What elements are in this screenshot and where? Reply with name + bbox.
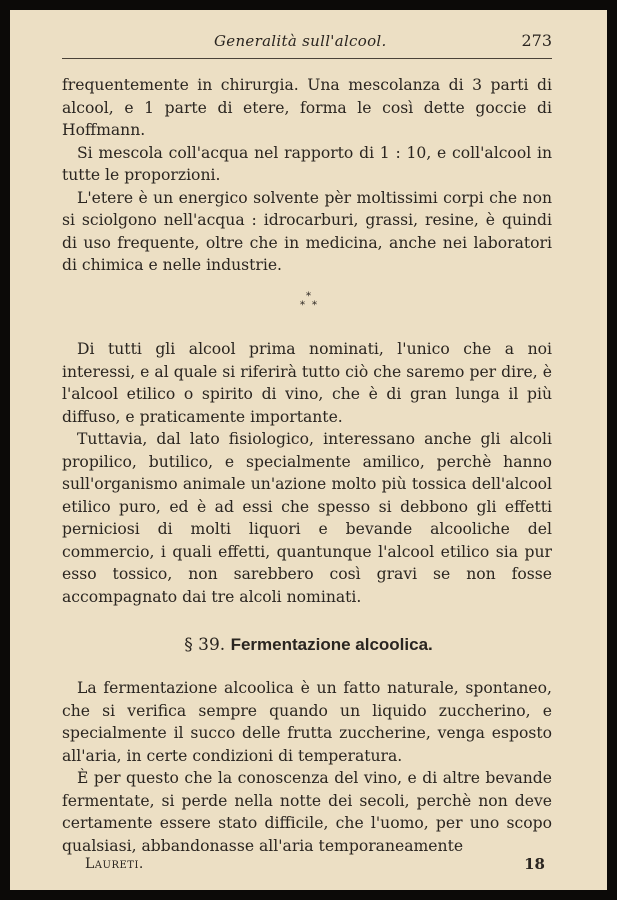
asterism-star: * (312, 300, 317, 311)
paragraph: La fermentazione alcoolica è un fatto naturale, spontaneo, che si verifica sempre quando un liquido zuccherino, e specialmente il succo delle frutta zuccherine, venga esposto all'aria, in certe condizioni di temperatura. (62, 679, 552, 765)
footer-author: Laureti. (85, 856, 144, 872)
paragraph: Si mescola coll'acqua nel rapporto di 1 : 10, e coll'alcool in tutte le proporzioni. (62, 143, 552, 184)
section-heading (10, 635, 607, 655)
running-title: Generalità sull'alcool. (214, 32, 387, 50)
paragraph: Di tutti gli alcool prima nominati, l'unico che a noi interessi, e al quale si riferirà tutto ciò che saremo per dire, è l'alcool etilico o spirito di vino, che è di gran lunga il più diffuso, e praticamente importante. (62, 340, 552, 426)
paragraph: Tuttavia, dal lato fisiologico, interessano anche gli alcoli propilico, butilico, e specialmente amilico, perchè hanno sull'organismo animale un'azione molto più tossica dell'alcool etilico puro, ed è ad essi che spesso si debbono gli effetti perniciosi di molti liquori e bevande alcooliche del commercio, i quali effetti, quantunque l'alcool etilico sia pur esso tossico, non sarebbero così gravi se non fosse accompagnato dai tre alcoli nominati. (62, 430, 552, 606)
book-page (10, 10, 607, 890)
asterism-star: * (300, 300, 305, 311)
section-number: § 39. (184, 635, 226, 655)
asterism-star: * (306, 291, 311, 302)
text-block-goccie-di-hoffmann (62, 74, 552, 277)
signature-mark: 18 (524, 855, 545, 873)
asterism-divider (290, 290, 330, 314)
page-number: 273 (521, 31, 552, 50)
text-block-fermentazione (62, 677, 552, 857)
paragraph: È per questo che la conoscenza del vino, e di altre bevande fermentate, si perde nella notte dei secoli, perchè non deve certamente essere stato difficile, che l'uomo, per uno scopo qualsiasi, abbandonasse all'aria temporaneamente (62, 769, 552, 855)
paragraph: L'etere è un energico solvente pèr moltissimi corpi che non si sciolgono nell'acqua : idrocarburi, grassi, resine, è quindi di uso frequente, oltre che in medicina, anche nei laboratori di chimica e nelle industrie. (62, 188, 552, 274)
text-block-alcool-etilico (62, 338, 552, 608)
section-title: Fermentazione alcoolica. (230, 635, 433, 654)
page-header (62, 30, 552, 59)
paragraph: frequentemente in chirurgia. Una mescolanza di 3 parti di alcool, e 1 parte di etere, forma le così dette goccie di Hoffmann. (62, 76, 552, 139)
